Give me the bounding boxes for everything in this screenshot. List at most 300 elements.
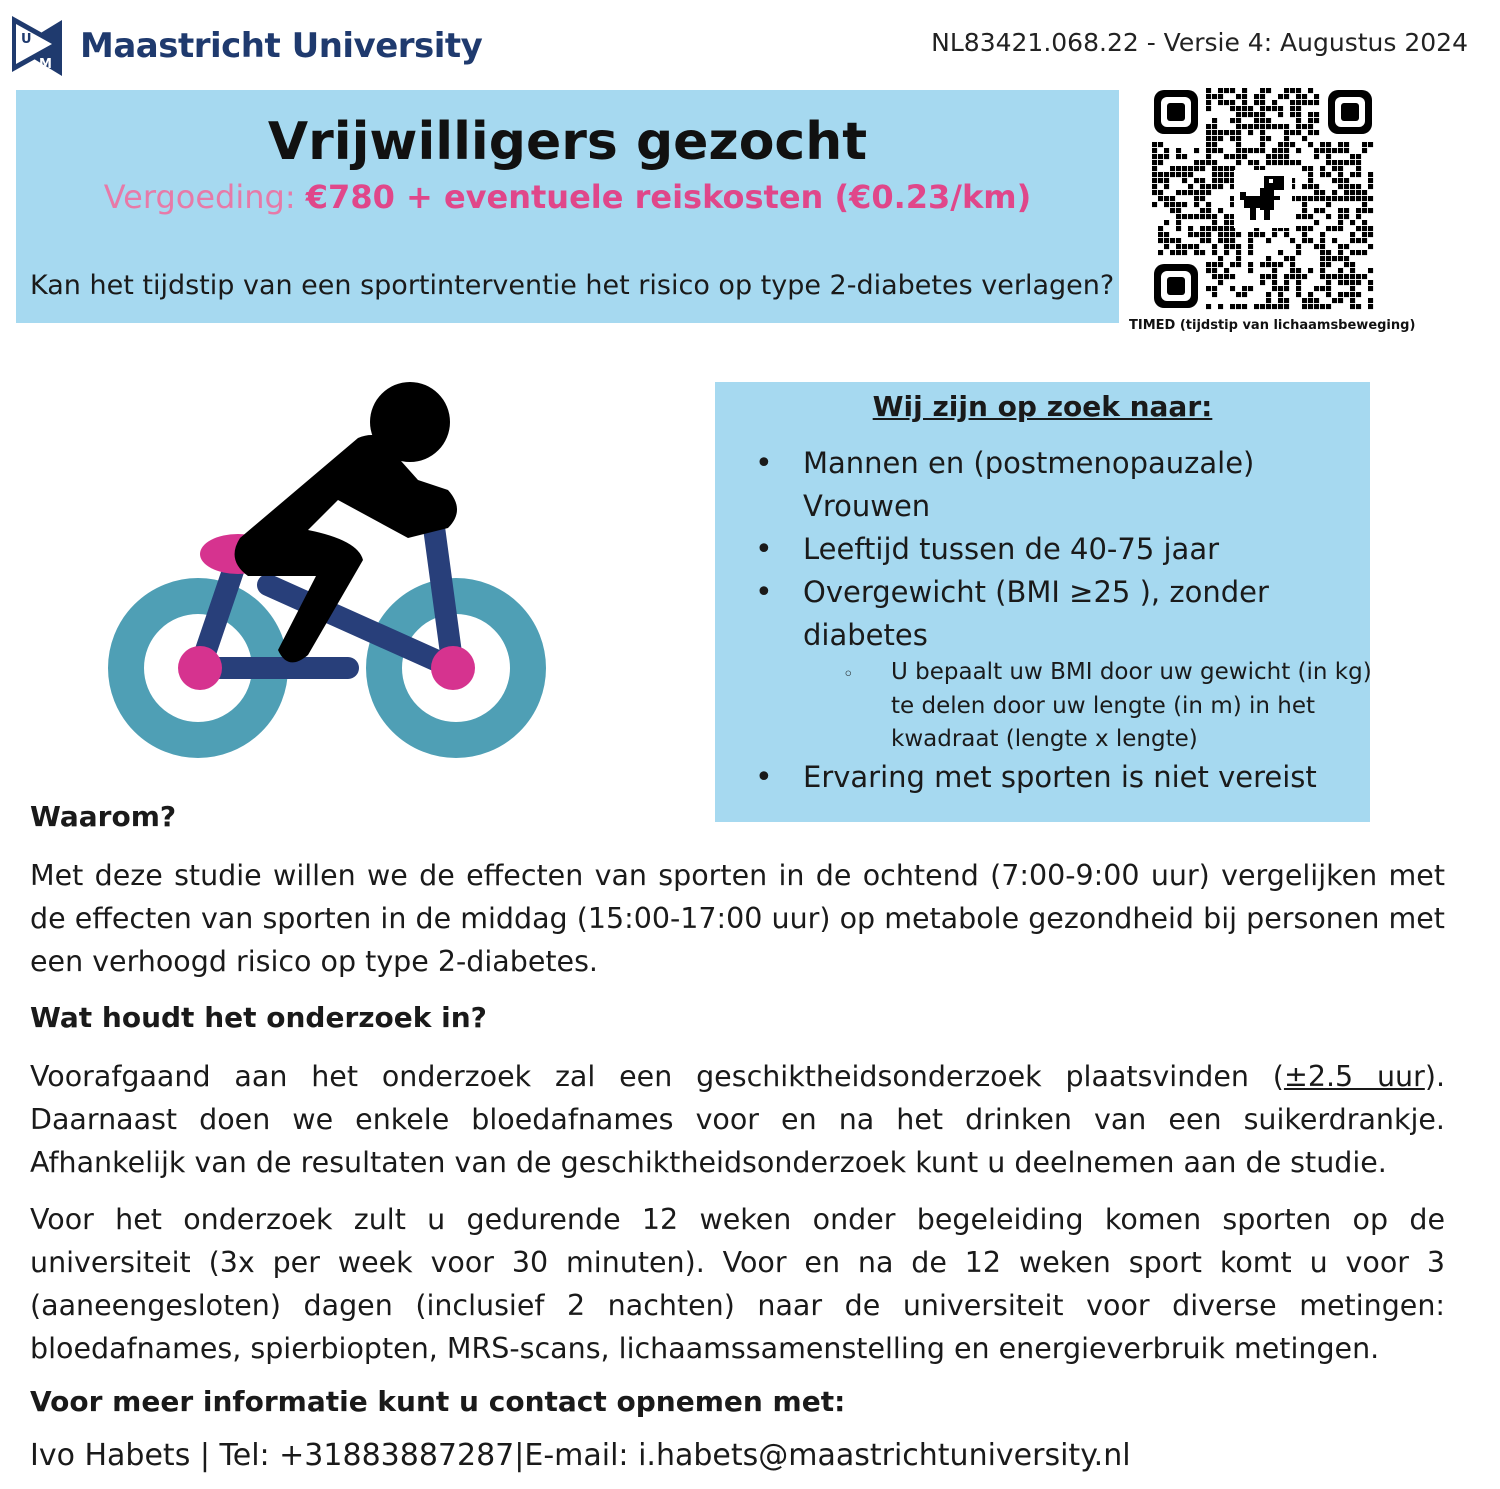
qr-module: [1272, 160, 1277, 165]
qr-module: [1362, 250, 1367, 255]
qr-module: [1296, 118, 1301, 123]
maastricht-university-logo: [12, 16, 62, 76]
qr-module: [1236, 94, 1241, 99]
qr-module: [1338, 244, 1343, 249]
bullet-icon: •: [755, 575, 773, 610]
qr-module: [1302, 136, 1307, 141]
qr-module: [1230, 304, 1235, 309]
qr-module: [1200, 226, 1205, 231]
qr-module: [1170, 196, 1175, 201]
qr-module: [1230, 118, 1235, 123]
qr-module: [1326, 148, 1331, 153]
qr-module: [1278, 304, 1283, 309]
qr-module: [1212, 250, 1217, 255]
qr-module: [1350, 292, 1355, 297]
qr-module: [1206, 262, 1211, 267]
qr-module: [1170, 172, 1175, 177]
qr-module: [1338, 214, 1343, 219]
qr-module: [1344, 244, 1349, 249]
qr-module: [1314, 130, 1319, 135]
criteria-item-gender: [803, 442, 1254, 528]
qr-module: [1368, 226, 1373, 231]
qr-module: [1272, 232, 1277, 237]
qr-module: [1236, 304, 1241, 309]
qr-module: [1320, 142, 1325, 147]
qr-module: [1332, 196, 1337, 201]
qr-module: [1332, 178, 1337, 183]
qr-module: [1296, 214, 1301, 219]
qr-module: [1260, 304, 1265, 309]
qr-module: [1206, 202, 1211, 207]
qr-module: [1308, 238, 1313, 243]
qr-module: [1260, 232, 1265, 237]
qr-module: [1338, 274, 1343, 279]
qr-module: [1158, 190, 1163, 195]
qr-module: [1362, 202, 1367, 207]
qr-module: [1152, 190, 1157, 195]
qr-module: [1188, 166, 1193, 171]
qr-module: [1236, 250, 1241, 255]
qr-module: [1200, 214, 1205, 219]
qr-module: [1344, 184, 1349, 189]
qr-module: [1350, 160, 1355, 165]
qr-module: [1296, 274, 1301, 279]
qr-module: [1338, 148, 1343, 153]
qr-module: [1296, 88, 1301, 93]
qr-module: [1338, 298, 1343, 303]
qr-module: [1236, 112, 1241, 117]
qr-module: [1296, 100, 1301, 105]
qr-module: [1194, 232, 1199, 237]
qr-module: [1362, 208, 1367, 213]
qr-module: [1164, 172, 1169, 177]
qr-module: [1368, 298, 1373, 303]
qr-module: [1338, 184, 1343, 189]
qr-module: [1164, 244, 1169, 249]
qr-module: [1248, 238, 1253, 243]
qr-module: [1176, 202, 1181, 207]
qr-module: [1206, 190, 1211, 195]
qr-module: [1188, 190, 1193, 195]
compensation-amount: €780 + eventuele reiskosten (€0.23/km): [305, 178, 1032, 216]
qr-module: [1200, 190, 1205, 195]
qr-module: [1236, 106, 1241, 111]
qr-module: [1284, 130, 1289, 135]
qr-module: [1332, 166, 1337, 171]
qr-module: [1182, 202, 1187, 207]
qr-module: [1248, 148, 1253, 153]
qr-module: [1338, 166, 1343, 171]
qr-module: [1266, 256, 1271, 261]
qr-module: [1296, 268, 1301, 273]
qr-module: [1212, 166, 1217, 171]
banner-title: Vrijwilligers gezocht: [267, 112, 868, 172]
qr-module: [1326, 214, 1331, 219]
qr-module: [1266, 292, 1271, 297]
qr-module: [1344, 208, 1349, 213]
qr-module: [1212, 184, 1217, 189]
qr-module: [1320, 262, 1325, 267]
qr-module: [1284, 232, 1289, 237]
qr-module: [1296, 148, 1301, 153]
qr-code[interactable]: [1152, 88, 1374, 310]
qr-module: [1368, 208, 1373, 213]
qr-module: [1296, 112, 1301, 117]
qr-module: [1284, 154, 1289, 159]
qr-module: [1242, 88, 1247, 93]
qr-module: [1260, 124, 1265, 129]
qr-module: [1308, 214, 1313, 219]
qr-module: [1224, 220, 1229, 225]
qr-module: [1230, 262, 1235, 267]
screening-duration: ±2.5 uur: [1283, 1060, 1425, 1093]
qr-module: [1230, 136, 1235, 141]
qr-module: [1308, 292, 1313, 297]
criteria-item-bmi: [803, 571, 1269, 657]
qr-module: [1284, 88, 1289, 93]
qr-module: [1320, 244, 1325, 249]
qr-module: [1326, 172, 1331, 177]
compensation-label: Vergoeding:: [103, 178, 306, 216]
qr-module: [1194, 196, 1199, 201]
qr-module: [1338, 256, 1343, 261]
qr-module: [1356, 280, 1361, 285]
criteria-item-line: diabetes: [803, 618, 928, 652]
qr-module: [1194, 202, 1199, 207]
compensation-line: [16, 178, 1119, 216]
qr-module: [1266, 238, 1271, 243]
qr-module: [1332, 148, 1337, 153]
qr-module: [1302, 304, 1307, 309]
qr-module: [1206, 268, 1211, 273]
qr-module: [1266, 124, 1271, 129]
qr-module: [1344, 196, 1349, 201]
qr-module: [1194, 166, 1199, 171]
qr-module: [1266, 154, 1271, 159]
qr-module: [1362, 190, 1367, 195]
qr-module: [1278, 286, 1283, 291]
qr-module: [1272, 106, 1277, 111]
qr-module: [1218, 280, 1223, 285]
qr-module: [1200, 196, 1205, 201]
qr-module: [1278, 292, 1283, 297]
qr-module: [1164, 202, 1169, 207]
qr-module: [1158, 226, 1163, 231]
qr-module: [1200, 166, 1205, 171]
qr-module: [1308, 142, 1313, 147]
qr-module: [1320, 232, 1325, 237]
qr-module: [1236, 142, 1241, 147]
qr-module: [1194, 160, 1199, 165]
qr-module: [1152, 160, 1157, 165]
qr-module: [1212, 262, 1217, 267]
qr-module: [1320, 250, 1325, 255]
qr-module: [1296, 196, 1301, 201]
why-heading: Waarom?: [30, 800, 177, 833]
qr-module: [1344, 214, 1349, 219]
qr-module: [1200, 208, 1205, 213]
qr-module: [1326, 202, 1331, 207]
qr-module: [1170, 208, 1175, 213]
qr-module: [1182, 214, 1187, 219]
qr-module: [1314, 94, 1319, 99]
qr-module: [1320, 268, 1325, 273]
qr-module: [1206, 142, 1211, 147]
qr-module: [1332, 256, 1337, 261]
qr-module: [1314, 184, 1319, 189]
qr-module: [1344, 148, 1349, 153]
qr-module: [1302, 232, 1307, 237]
qr-module: [1356, 196, 1361, 201]
qr-module: [1338, 172, 1343, 177]
qr-caption: TIMED (tijdstip van lichaamsbeweging): [1129, 318, 1416, 333]
qr-module: [1152, 202, 1157, 207]
qr-module: [1182, 178, 1187, 183]
qr-module: [1218, 148, 1223, 153]
qr-module: [1206, 232, 1211, 237]
qr-module: [1296, 280, 1301, 285]
qr-module: [1314, 304, 1319, 309]
qr-module: [1302, 226, 1307, 231]
qr-module: [1248, 160, 1253, 165]
qr-module: [1170, 238, 1175, 243]
qr-module: [1350, 232, 1355, 237]
qr-module: [1230, 106, 1235, 111]
qr-module: [1320, 238, 1325, 243]
qr-module: [1224, 214, 1229, 219]
bullet-icon: •: [755, 532, 773, 567]
qr-module: [1218, 88, 1223, 93]
qr-module: [1182, 250, 1187, 255]
qr-module: [1272, 154, 1277, 159]
qr-module: [1230, 244, 1235, 249]
qr-module: [1368, 142, 1373, 147]
bullet-icon: •: [755, 760, 773, 795]
qr-module: [1338, 196, 1343, 201]
qr-module: [1278, 94, 1283, 99]
qr-module: [1308, 172, 1313, 177]
qr-module: [1224, 172, 1229, 177]
qr-module: [1284, 160, 1289, 165]
qr-module: [1326, 142, 1331, 147]
qr-module: [1242, 292, 1247, 297]
qr-module: [1362, 220, 1367, 225]
qr-module: [1260, 94, 1265, 99]
qr-module: [1302, 124, 1307, 129]
qr-module: [1176, 208, 1181, 213]
qr-module: [1206, 124, 1211, 129]
qr-module: [1278, 106, 1283, 111]
criteria-subitem-bmi-explanation: [891, 656, 1372, 757]
qr-module: [1368, 172, 1373, 177]
qr-module: [1224, 88, 1229, 93]
qr-module: [1242, 154, 1247, 159]
qr-module: [1242, 148, 1247, 153]
qr-module: [1212, 274, 1217, 279]
qr-module: [1314, 286, 1319, 291]
qr-module: [1350, 172, 1355, 177]
qr-module: [1290, 262, 1295, 267]
qr-module: [1236, 160, 1241, 165]
qr-module: [1308, 112, 1313, 117]
qr-module: [1350, 262, 1355, 267]
qr-module: [1338, 268, 1343, 273]
qr-module: [1188, 226, 1193, 231]
qr-module: [1278, 124, 1283, 129]
qr-module: [1224, 238, 1229, 243]
qr-module: [1296, 286, 1301, 291]
qr-module: [1260, 136, 1265, 141]
qr-module: [1200, 250, 1205, 255]
qr-module: [1326, 286, 1331, 291]
qr-module: [1368, 196, 1373, 201]
qr-module: [1296, 106, 1301, 111]
qr-module: [1266, 160, 1271, 165]
qr-module: [1182, 190, 1187, 195]
qr-module: [1176, 244, 1181, 249]
criteria-item-line: Mannen en (postmenopauzale): [803, 446, 1255, 480]
qr-module: [1248, 124, 1253, 129]
qr-module: [1314, 154, 1319, 159]
qr-module: [1296, 94, 1301, 99]
what-heading: Wat houdt het onderzoek in?: [30, 1001, 487, 1034]
criteria-item-line: Leeftijd tussen de 40-75 jaar: [803, 532, 1220, 566]
qr-module: [1308, 166, 1313, 171]
qr-module: [1260, 280, 1265, 285]
qr-module: [1290, 160, 1295, 165]
qr-module: [1254, 148, 1259, 153]
qr-module: [1368, 184, 1373, 189]
qr-module: [1254, 118, 1259, 123]
qr-module: [1350, 154, 1355, 159]
qr-module: [1362, 196, 1367, 201]
qr-module: [1188, 214, 1193, 219]
qr-module: [1314, 244, 1319, 249]
qr-module: [1152, 178, 1157, 183]
qr-module: [1326, 274, 1331, 279]
qr-module: [1188, 232, 1193, 237]
qr-module: [1272, 262, 1277, 267]
qr-module: [1356, 304, 1361, 309]
qr-module: [1194, 190, 1199, 195]
qr-module: [1290, 112, 1295, 117]
qr-module: [1308, 178, 1313, 183]
qr-module: [1344, 178, 1349, 183]
qr-module: [1248, 244, 1253, 249]
qr-module: [1284, 286, 1289, 291]
qr-module: [1350, 274, 1355, 279]
qr-module: [1212, 244, 1217, 249]
qr-module: [1344, 256, 1349, 261]
qr-module: [1236, 256, 1241, 261]
qr-module: [1314, 148, 1319, 153]
qr-module: [1206, 226, 1211, 231]
qr-module: [1290, 268, 1295, 273]
eligibility-criteria-box: [715, 382, 1370, 822]
qr-module: [1218, 178, 1223, 183]
qr-module: [1218, 94, 1223, 99]
qr-module: [1200, 238, 1205, 243]
qr-module: [1290, 88, 1295, 93]
qr-module: [1266, 298, 1271, 303]
qr-module: [1182, 172, 1187, 177]
contact-line[interactable]: Ivo Habets | Tel: +31883887287|E-mail: i.habets@maastrichtuniversity.nl: [30, 1438, 1131, 1473]
qr-module: [1194, 250, 1199, 255]
qr-module: [1248, 106, 1253, 111]
qr-module: [1260, 274, 1265, 279]
qr-module: [1158, 232, 1163, 237]
qr-module: [1326, 154, 1331, 159]
qr-module: [1296, 226, 1301, 231]
qr-module: [1290, 142, 1295, 147]
qr-module: [1278, 154, 1283, 159]
qr-module: [1248, 250, 1253, 255]
criteria-item-age: [803, 528, 1219, 571]
qr-module: [1182, 244, 1187, 249]
qr-module: [1368, 280, 1373, 285]
qr-module: [1236, 262, 1241, 267]
qr-module: [1308, 196, 1313, 201]
qr-module: [1248, 286, 1253, 291]
qr-module: [1278, 250, 1283, 255]
qr-module: [1212, 172, 1217, 177]
qr-module: [1308, 118, 1313, 123]
qr-module: [1338, 142, 1343, 147]
qr-module: [1200, 178, 1205, 183]
what-paragraph-1-text: ). Daarnaast doen we enkele bloedafnames voor en na het drinken van een suikerdrankje. Afhankelijk van de resultaten van de geschiktheidsonderzoek kunt u deelnemen aan de studie.: [30, 1060, 1446, 1179]
qr-module: [1164, 220, 1169, 225]
qr-module: [1212, 148, 1217, 153]
criteria-subitem-line: U bepaalt uw BMI door uw gewicht (in kg): [891, 659, 1372, 685]
qr-module: [1248, 232, 1253, 237]
qr-module: [1152, 172, 1157, 177]
qr-module: [1176, 250, 1181, 255]
qr-module: [1350, 250, 1355, 255]
qr-module: [1152, 142, 1157, 147]
qr-module: [1356, 166, 1361, 171]
qr-module: [1326, 226, 1331, 231]
qr-module: [1326, 262, 1331, 267]
qr-module: [1344, 190, 1349, 195]
qr-module: [1218, 238, 1223, 243]
qr-module: [1188, 244, 1193, 249]
qr-module: [1164, 196, 1169, 201]
qr-module: [1308, 226, 1313, 231]
qr-module: [1218, 184, 1223, 189]
qr-module: [1356, 184, 1361, 189]
qr-module: [1302, 208, 1307, 213]
qr-module: [1308, 304, 1313, 309]
qr-module: [1218, 262, 1223, 267]
qr-module: [1260, 112, 1265, 117]
qr-module: [1206, 88, 1211, 93]
qr-module: [1176, 238, 1181, 243]
qr-module: [1158, 142, 1163, 147]
qr-module: [1212, 220, 1217, 225]
qr-module: [1248, 262, 1253, 267]
qr-module: [1230, 232, 1235, 237]
what-paragraph-2: Voor het onderzoek zult u gedurende 12 weken onder begeleiding komen sporten op de universiteit (3x per week voor 30 minuten). Voor en na de 12 weken sport komt u voor 3 (aaneengesloten) dagen (inclusief 2 nachten) naar de universiteit voor diverse metingen: bloedafnames, spierbiopten, MRS-scans, lichaamssamenstelling en energieverbruik metingen.: [30, 1203, 1445, 1365]
qr-module: [1296, 292, 1301, 297]
qr-module: [1362, 238, 1367, 243]
qr-module: [1218, 256, 1223, 261]
qr-module: [1290, 256, 1295, 261]
qr-module: [1224, 226, 1229, 231]
qr-module: [1212, 94, 1217, 99]
qr-module: [1272, 148, 1277, 153]
qr-module: [1224, 244, 1229, 249]
qr-module: [1176, 166, 1181, 171]
